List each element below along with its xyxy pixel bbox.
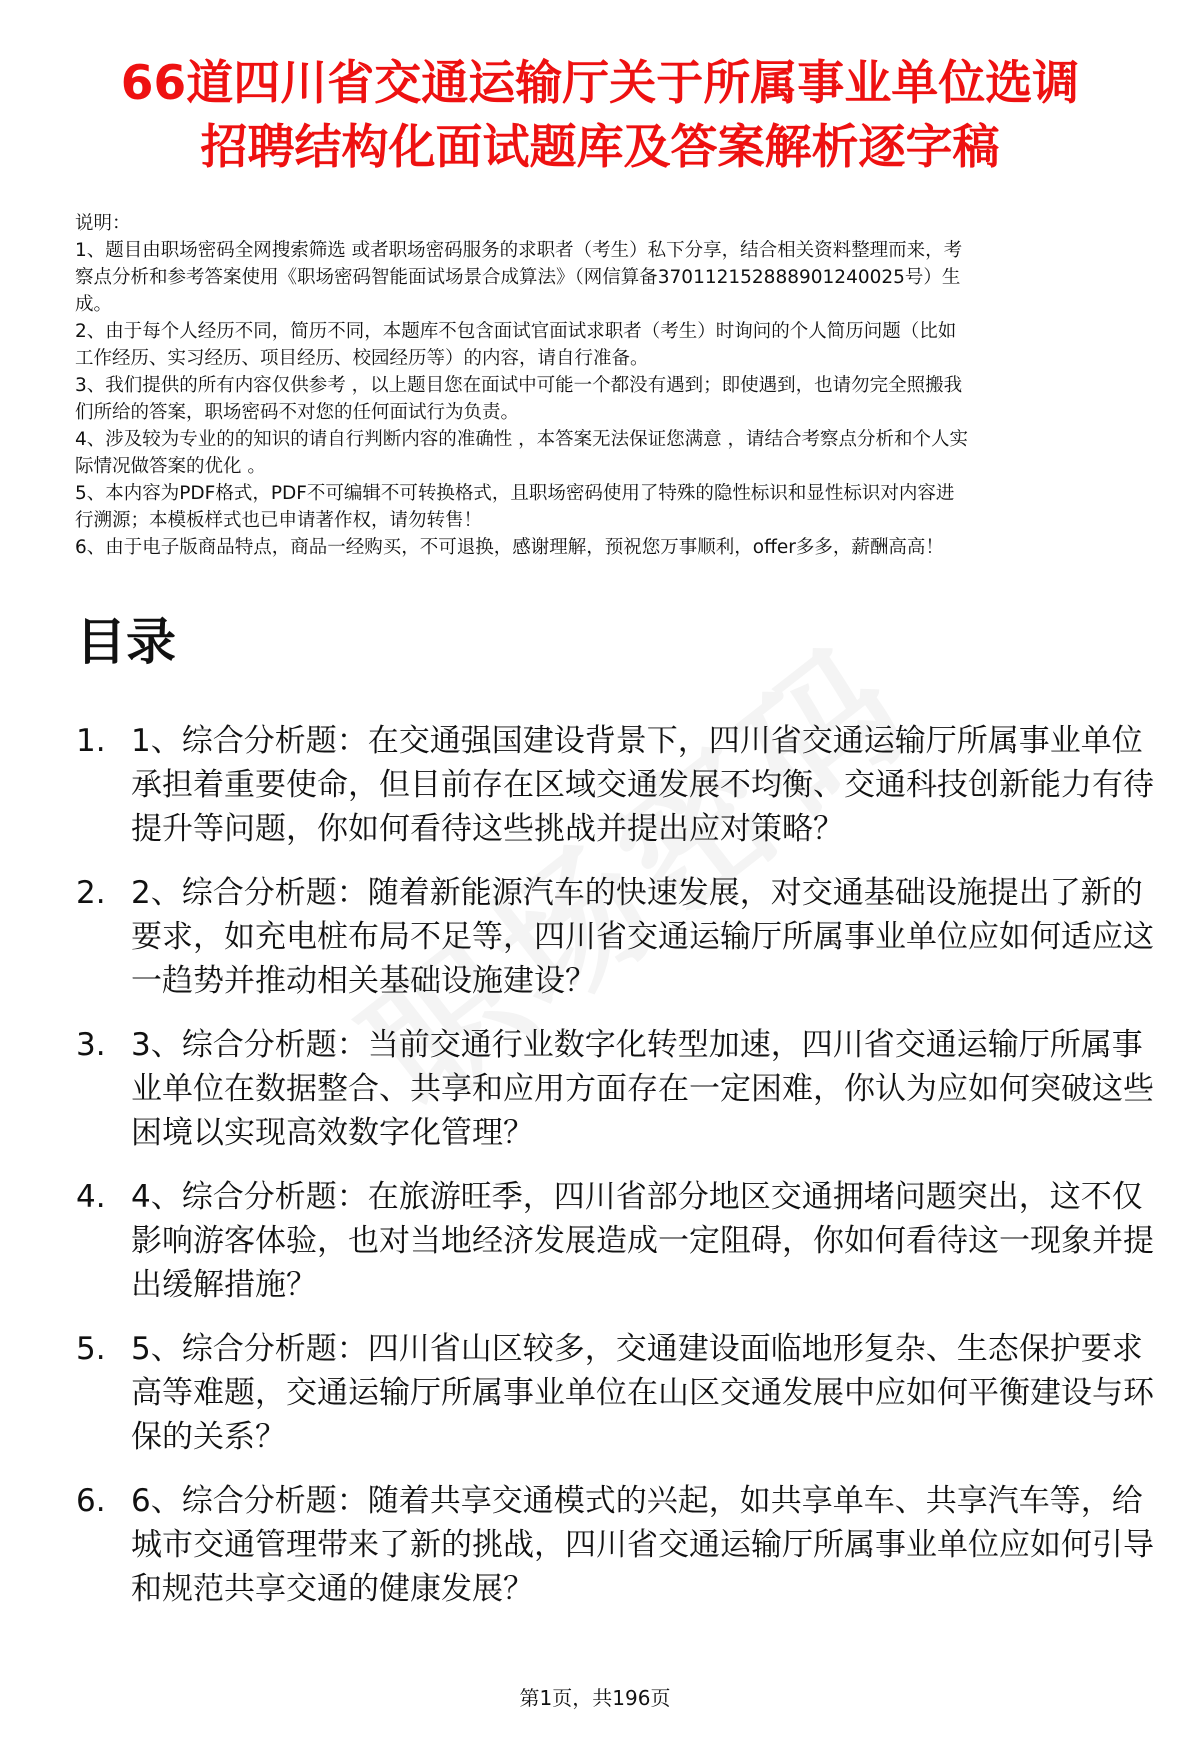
instruction-line: 际情况做答案的优化 。 xyxy=(75,456,266,477)
instruction-line: 5、本内容为PDF格式，PDF不可编辑不可转换格式，且职场密码使用了特殊的隐性标识和显性标识对内容进 xyxy=(75,483,955,504)
toc-item-number: 4. xyxy=(76,1179,106,1215)
instruction-line: 6、由于电子版商品特点，商品一经购买，不可退换，感谢理解，预祝您万事顺利，offer多多，薪酬高高！ xyxy=(75,537,944,558)
toc-item-5[interactable] xyxy=(76,1327,1171,1459)
instruction-line: 2、由于每个人经历不同，简历不同，本题库不包含面试官面试求职者（考生）时询问的个人简历问题（比如 xyxy=(75,321,957,342)
instruction-line: 3、我们提供的所有内容仅供参考 ，以上题目您在面试中可能一个都没有遇到；即使遇到，也请勿完全照搬我 xyxy=(75,375,963,396)
instruction-line: 工作经历、实习经历、项目经历、校园经历等）的内容，请自行准备。 xyxy=(75,348,649,369)
toc-item-3[interactable] xyxy=(76,1023,1171,1155)
toc-item-number: 5. xyxy=(76,1331,106,1367)
toc-item-number: 2. xyxy=(76,875,106,911)
toc-item-2[interactable] xyxy=(76,871,1171,1003)
instruction-line: 成。 xyxy=(75,294,113,315)
toc-item-text: 3、综合分析题：当前交通行业数字化转型加速，四川省交通运输厅所属事业单位在数据整合、共享和应用方面存在一定困难，你认为应如何突破这些困境以实现高效数字化管理？ xyxy=(131,1027,1154,1151)
toc-item-6[interactable] xyxy=(76,1479,1171,1611)
instruction-line: 行溯源；本模板样式也已申请著作权，请勿转售！ xyxy=(75,510,483,531)
instruction-line: 们所给的答案，职场密码不对您的任何面试行为负责。 xyxy=(75,402,520,423)
instruction-line: 察点分析和参考答案使用《职场密码智能面试场景合成算法》（网信算备370112152888901240025号）生 xyxy=(75,267,961,288)
title-line-2: 招聘结构化面试题库及答案解析逐字稿 xyxy=(200,120,1000,175)
page-number: 第1页，共196页 xyxy=(519,1686,671,1710)
instruction-line: 1、题目由职场密码全网搜索筛选 或者职场密码服务的求职者（考生）私下分享，结合相关资料整理而来，考 xyxy=(75,240,963,261)
toc-item-number: 3. xyxy=(76,1027,106,1063)
toc-item-text: 6、综合分析题：随着共享交通模式的兴起，如共享单车、共享汽车等，给城市交通管理带来了新的挑战，四川省交通运输厅所属事业单位应如何引导和规范共享交通的健康发展？ xyxy=(131,1483,1154,1607)
toc-item-number: 1. xyxy=(76,723,106,759)
toc-item-text: 4、综合分析题：在旅游旺季，四川省部分地区交通拥堵问题突出，这不仅影响游客体验，也对当地经济发展造成一定阻碍，你如何看待这一现象并提出缓解措施？ xyxy=(131,1179,1154,1303)
toc-item-4[interactable] xyxy=(76,1175,1171,1307)
toc-item-text: 2、综合分析题：随着新能源汽车的快速发展，对交通基础设施提出了新的要求，如充电桩布局不足等，四川省交通运输厅所属事业单位应如何适应这一趋势并推动相关基础设施建设？ xyxy=(131,875,1154,999)
title-line-1: 66道四川省交通运输厅关于所属事业单位选调 xyxy=(120,56,1080,111)
toc-item-1[interactable] xyxy=(76,719,1171,851)
document-title xyxy=(70,52,1130,180)
toc-item-text: 5、综合分析题：四川省山区较多，交通建设面临地形复杂、生态保护要求高等难题，交通运输厅所属事业单位在山区交通发展中应如何平衡建设与环保的关系？ xyxy=(131,1331,1154,1455)
toc-item-number: 6. xyxy=(76,1483,106,1519)
instructions-heading: 说明： xyxy=(75,213,131,234)
instruction-line: 4、涉及较为专业的的知识的请自行判断内容的准确性 ，本答案无法保证您满意 ，请结合考察点分析和个人实 xyxy=(75,429,969,450)
toc-heading: 目录 xyxy=(76,613,176,671)
toc-item-text: 1、综合分析题：在交通强国建设背景下，四川省交通运输厅所属事业单位承担着重要使命，但目前存在区域交通发展不均衡、交通科技创新能力有待提升等问题，你如何看待这些挑战并提出应对策略？ xyxy=(131,723,1154,847)
table-of-contents xyxy=(76,719,1171,1631)
instructions-block xyxy=(75,210,1170,561)
